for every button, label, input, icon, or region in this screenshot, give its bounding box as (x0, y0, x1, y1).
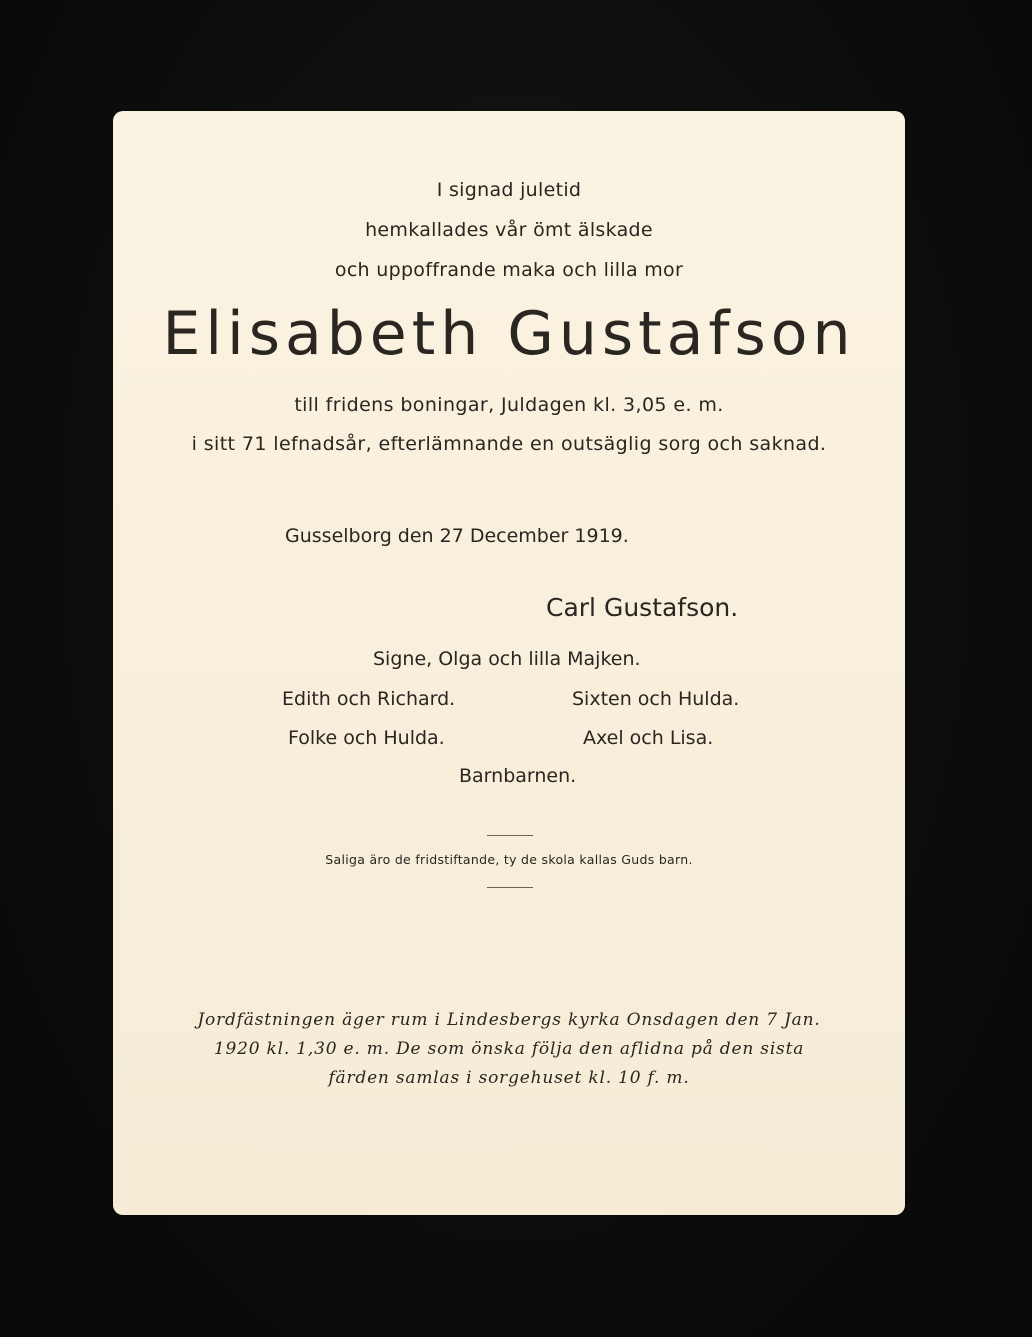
funeral-line-1: Jordfästningen äger rum i Lindesbergs kyrka Onsdagen den 7 Jan. (197, 1010, 821, 1030)
right-col-line-2: Axel och Lisa. (583, 727, 714, 749)
funeral-line-3: färden samlas i sorgehuset kl. 10 f. m. (328, 1068, 690, 1088)
scripture-motto: Saliga äro de fridstiftande, ty de skola kallas Guds barn. (325, 852, 693, 867)
divider-bottom (487, 887, 533, 888)
death-notice-card (113, 111, 905, 1215)
left-col-line-1: Edith och Richard. (282, 688, 456, 710)
right-col-line-1: Sixten och Hulda. (572, 688, 740, 710)
place-date: Gusselborg den 27 December 1919. (285, 525, 629, 547)
grandchildren-signature: Barnbarnen. (459, 765, 577, 787)
deceased-name: Elisabeth Gustafson (162, 299, 856, 369)
details-line-2: i sitt 71 lefnadsår, efterlämnande en outsäglig sorg och saknad. (191, 433, 827, 455)
children-signature: Signe, Olga och lilla Majken. (373, 648, 641, 670)
left-col-line-2: Folke och Hulda. (288, 727, 445, 749)
details-line-1: till fridens boningar, Juldagen kl. 3,05 e. m. (294, 394, 724, 416)
divider-top (487, 835, 533, 836)
intro-line-1: I signad juletid (436, 179, 582, 201)
intro-line-3: och uppoffrande maka och lilla mor (334, 259, 684, 281)
intro-line-2: hemkallades vår ömt älskade (365, 219, 653, 241)
funeral-line-2: 1920 kl. 1,30 e. m. De som önska följa den aflidna på den sista (213, 1039, 805, 1059)
husband-signature: Carl Gustafson. (546, 593, 739, 622)
